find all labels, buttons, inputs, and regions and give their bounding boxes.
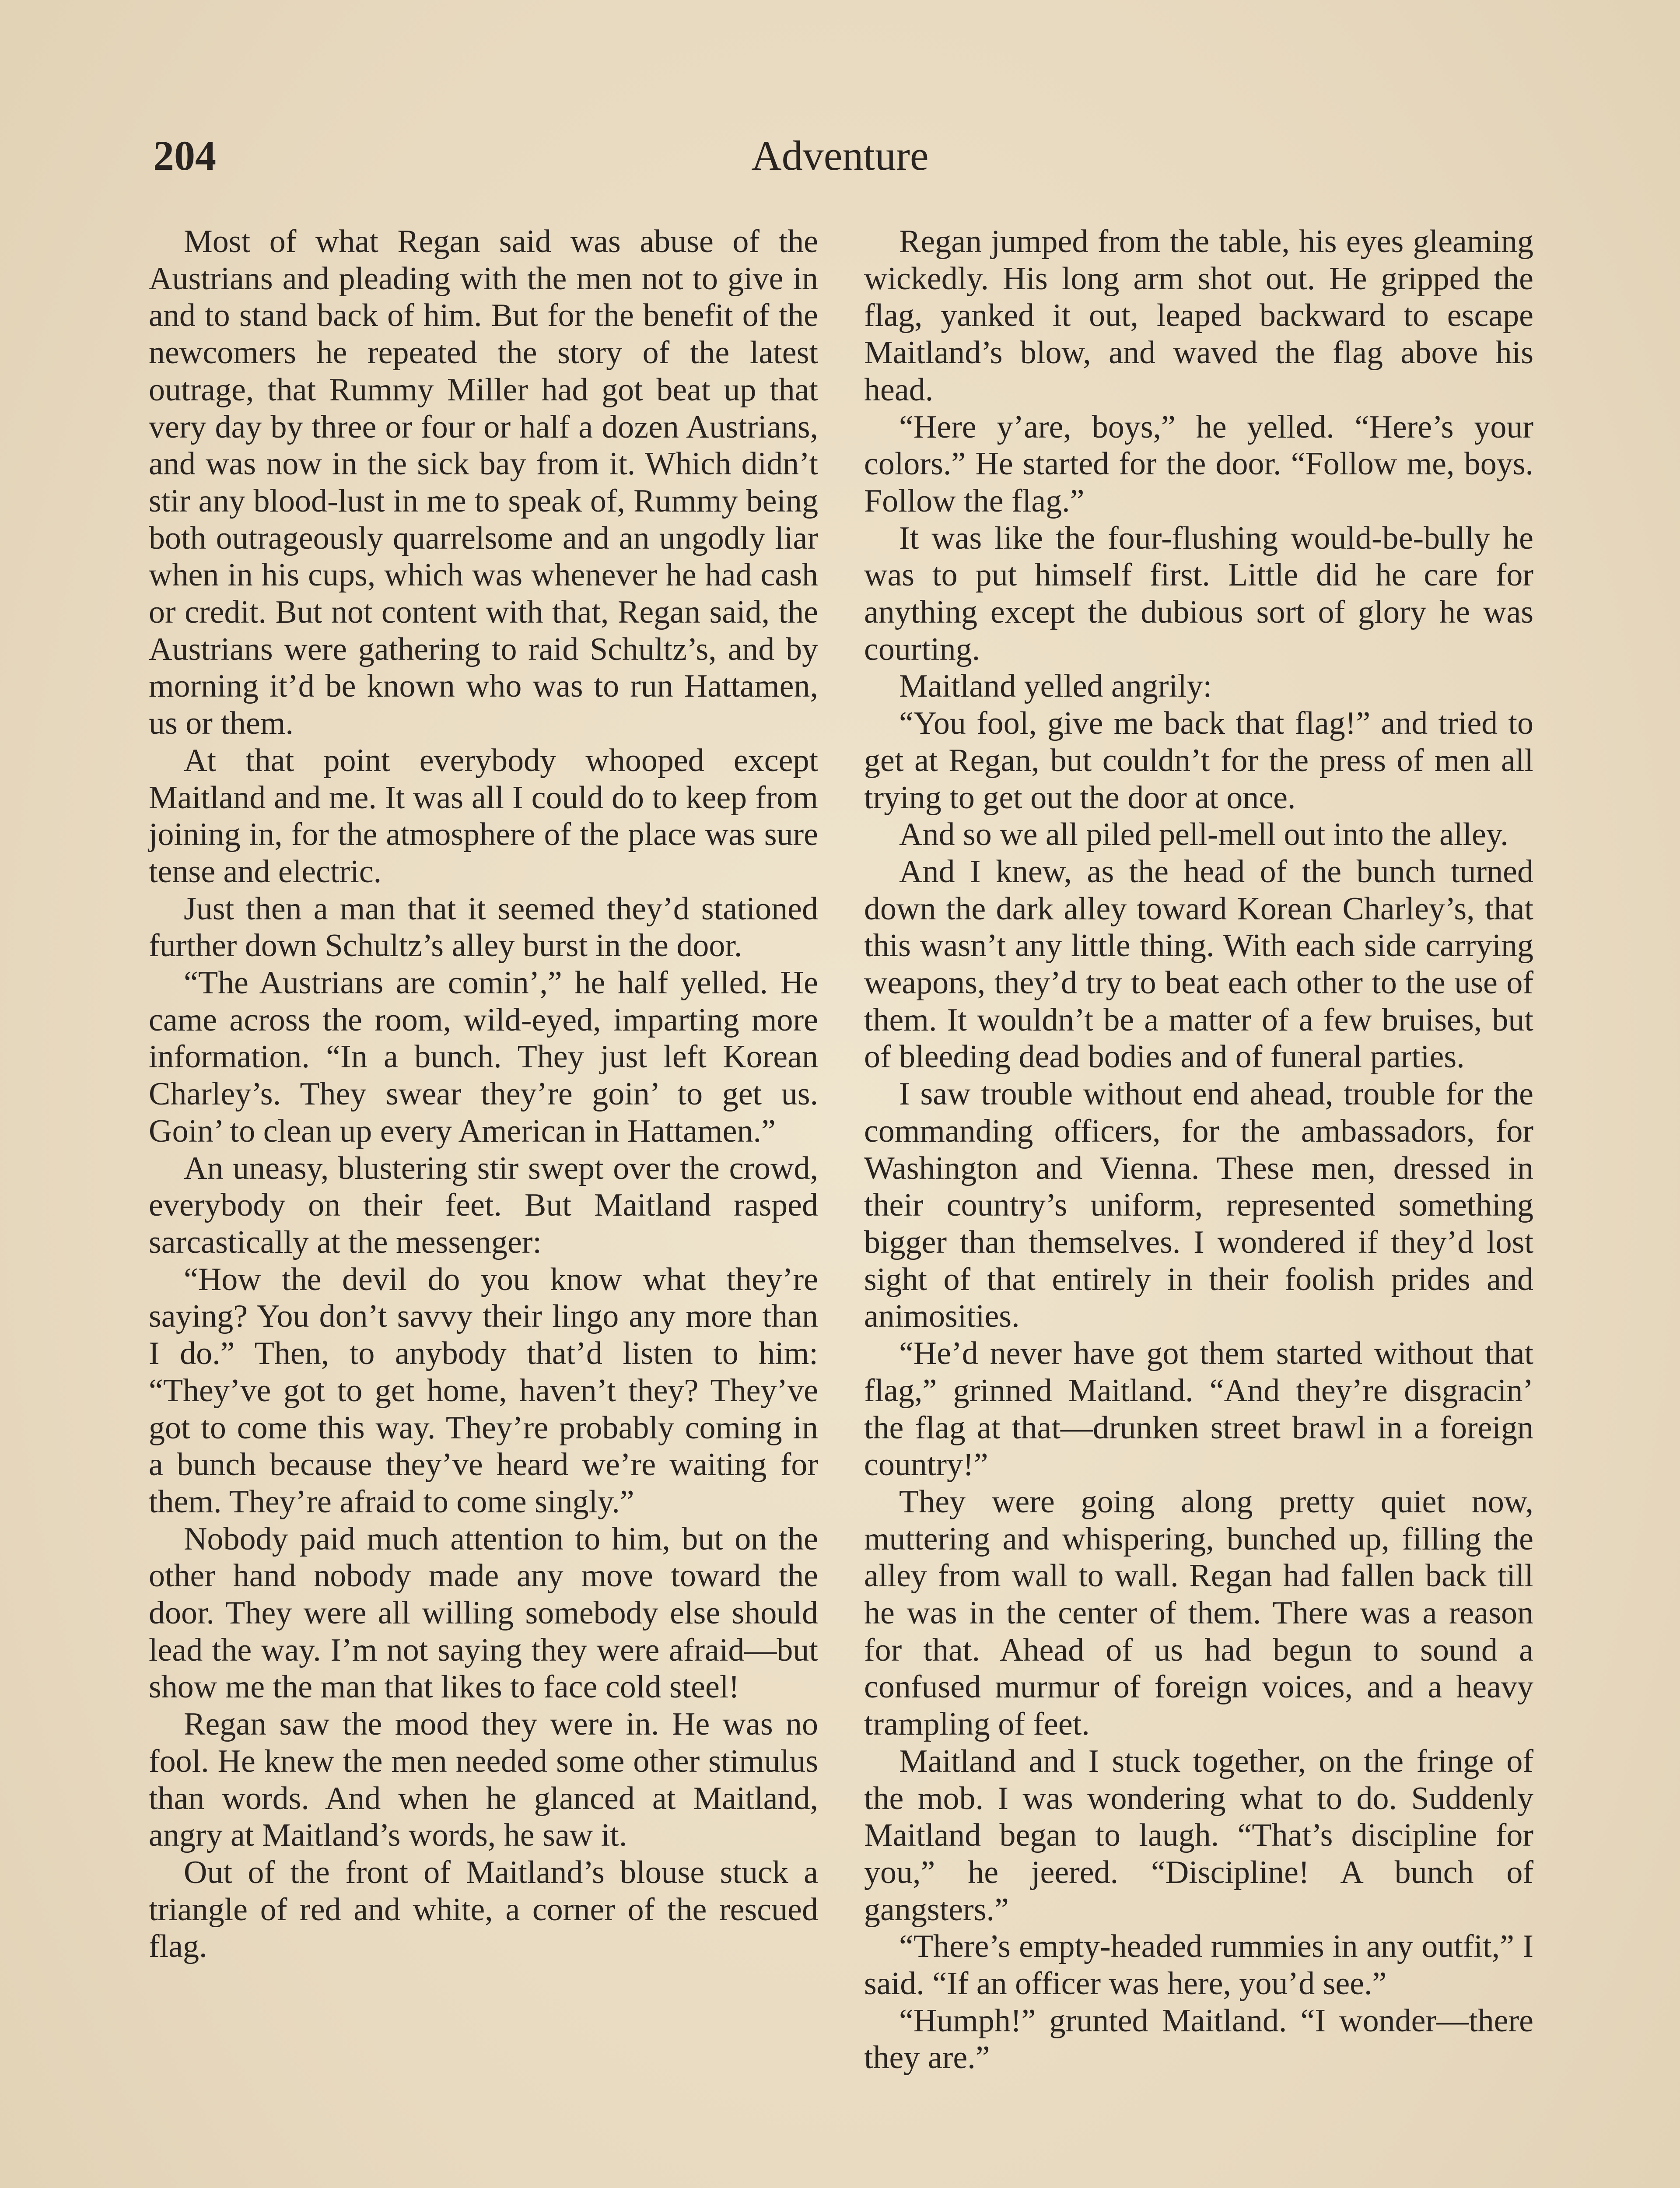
paragraph: At that point everybody whooped except Maitland and me. It was all I could do to keep from joining in, for the atmosphere of the place was sure tense and electric.: [149, 742, 818, 890]
right-column: [864, 223, 1533, 2076]
paragraph: Just then a man that it seemed they’d stationed further down Schultz’s alley burst in the door.: [149, 891, 818, 964]
paragraph: It was like the four-flushing would-be-bully he was to put himself first. Little did he care for anything except the dubious sort of glory he was courting.: [864, 520, 1533, 667]
page-header: [0, 131, 1680, 188]
left-column: [149, 223, 818, 1965]
paragraph: And I knew, as the head of the bunch turned down the dark alley toward Korean Charley’s, that this wasn’t any little thing. With each side carrying weapons, they’d try to beat each other to the use of them. It wouldn’t be a matter of a few bruises, but of bleeding dead bodies and of funeral parties.: [864, 853, 1533, 1075]
paragraph: “Humph!” grunted Maitland. “I wonder—there they are.”: [864, 2002, 1533, 2076]
paragraph: An uneasy, blustering stir swept over the crowd, everybody on their feet. But Maitland rasped sarcastically at the messenger:: [149, 1150, 818, 1260]
paragraph: Most of what Regan said was abuse of the Austrians and pleading with the men not to give in and to stand back of him. But for the benefit of the newcomers he repeated the story of the latest outrage, that Rummy Miller had got beat up that very day by three or four or half a dozen Austrians, and was now in the sick bay from it. Which didn’t stir any blood-lust in me to speak of, Rummy being both outrageously quarrelsome and an ungodly liar when in his cups, which was whenever he had cash or credit. But not content with that, Regan said, the Austrians were gathering to raid Schultz’s, and by morning it’d be known who was to run Hattamen, us or them.: [149, 224, 818, 742]
paragraph: “You fool, give me back that flag!” and tried to get at Regan, but couldn’t for the press of men all trying to get out the door at once.: [864, 705, 1533, 816]
paragraph: I saw trouble without end ahead, trouble for the commanding officers, for the ambassadors, for Washington and Vienna. These men, dressed in their country’s uniform, represented something bigger than themselves. I wondered if they’d lost sight of that entirely in their foolish prides and animosities.: [864, 1076, 1533, 1335]
paragraph: Regan saw the mood they were in. He was no fool. He knew the men needed some other stimulus than words. And when he glanced at Maitland, angry at Maitland’s words, he saw it.: [149, 1706, 818, 1854]
paragraph: Maitland yelled angrily:: [899, 668, 1212, 705]
paragraph: “There’s empty-headed rummies in any outfit,” I said. “If an officer was here, you’d see.”: [864, 1929, 1533, 2002]
paragraph: Regan jumped from the table, his eyes gleaming wickedly. His long arm shot out. He gripped the flag, yanked it out, leaped backward to escape Maitland’s blow, and waved the flag above his head.: [864, 224, 1533, 408]
paragraph: “Here y’are, boys,” he yelled. “Here’s your colors.” He started for the door. “Follow me, boys. Follow the flag.”: [864, 409, 1533, 519]
paragraph: Maitland and I stuck together, on the fringe of the mob. I was wondering what to do. Suddenly Maitland began to laugh. “That’s discipline for you,” he jeered. “Discipline! A bunch of gangsters.”: [864, 1743, 1533, 1928]
page-number: 204: [153, 132, 216, 179]
paragraph: Out of the front of Maitland’s blouse stuck a triangle of red and white, a corner of the rescued flag.: [149, 1854, 818, 1965]
running-title: Adventure: [751, 132, 929, 179]
paragraph: “The Austrians are comin’,” he half yelled. He came across the room, wild-eyed, imparting more information. “In a bunch. They just left Korean Charley’s. They swear they’re goin’ to get us. Goin’ to clean up every American in Hattamen.”: [149, 965, 818, 1149]
paragraph: They were going along pretty quiet now, muttering and whispering, bunched up, filling the alley from wall to wall. Regan had fallen back till he was in the center of them. There was a reason for that. Ahead of us had begun to sound a confused murmur of foreign voices, and a heavy trampling of feet.: [864, 1483, 1533, 1743]
paragraph: “He’d never have got them started without that flag,” grinned Maitland. “And they’re disgracin’ the flag at that—drunken street brawl in a foreign country!”: [864, 1336, 1533, 1483]
paragraph: And so we all piled pell-mell out into the alley.: [899, 817, 1508, 853]
paragraph: Nobody paid much attention to him, but on the other hand nobody made any move toward the door. They were all willing somebody else should lead the way. I’m not saying they were afraid—but show me the man that likes to face cold steel!: [149, 1521, 818, 1705]
paragraph: “How the devil do you know what they’re saying? You don’t savvy their lingo any more than I do.” Then, to anybody that’d listen to him: “They’ve got to get home, haven’t they? They’ve got to come this way. They’re probably coming in a bunch because they’ve heard we’re waiting for them. They’re afraid to come singly.”: [149, 1261, 818, 1520]
